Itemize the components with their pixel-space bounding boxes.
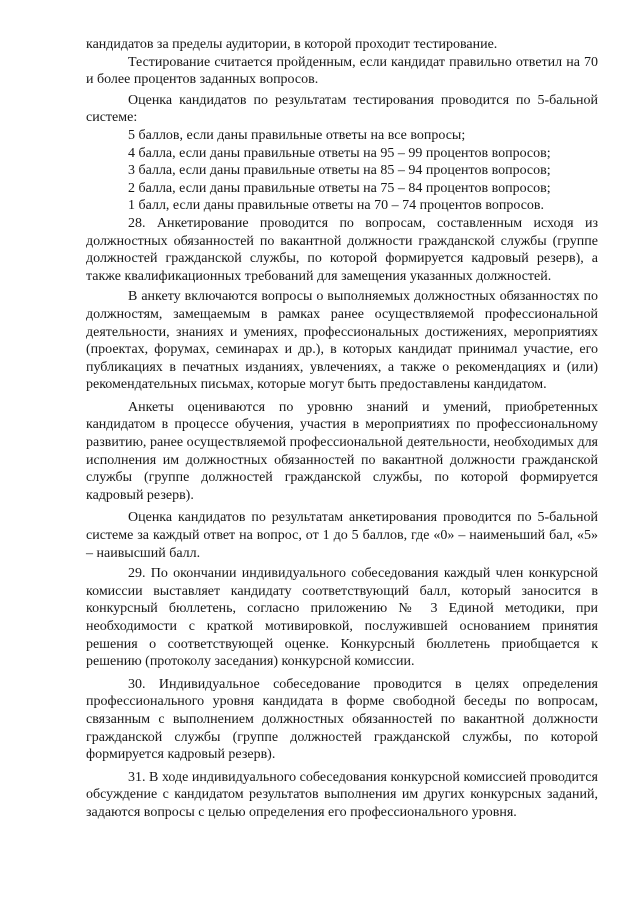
grade-1: 1 балл, если даны правильные ответы на 70 – 74 процентов вопросов. [128,198,545,214]
paragraph-30: 30. Индивидуальное собеседование проводится в целях определения профессионального уровня кандидата в форме свободной беседы по вопросам, связанным с выполнением должностных обязанностей по вакантной должности гражданской службы (группе должностей гражданской службы, по которой формируется кадровый резерв). [86,676,598,763]
grade-2: 2 балла, если даны правильные ответы на 75 – 84 процентов вопросов; [128,180,551,196]
paragraph-test-grading: Оценка кандидатов по результатам тестирования проводится по 5-бальной системе: [86,92,598,126]
grade-3: 3 балла, если даны правильные ответы на 85 – 94 процентов вопросов; [128,163,551,179]
paragraph-29: 29. По окончании индивидуального собеседования каждый член конкурсной комиссии выставляет кандидату соответствующий балл, который заносится в конкурсный бюллетень, согласно приложению № 3 Единой методики, при необходимости с краткой мотивировкой, послужившей основанием принятия решения о соответствующей оценке. Конкурсный бюллетень приобщается к решению (протоколу заседания) конкурсной комиссии. [86,566,598,670]
paragraph-questionnaire-content: В анкету включаются вопросы о выполняемых должностных обязанностях по должностям, замещаемым в рамках ранее осуществляемой профессиональной деятельности, знаниях и умениях, профессиональных достижениях, мероприятиях (проектах, форумах, семинарах и др.), в которых кандидат принимал участие, его публикациях в печатных изданиях, увлечениях, а также о рекомендациях и (или) рекомендательных письмах, которые могут быть предоставлены кандидатом. [86,289,598,393]
grade-4: 4 балла, если даны правильные ответы на 95 – 99 процентов вопросов; [128,145,551,161]
paragraph-questionnaire-grading: Оценка кандидатов по результатам анкетирования проводится по 5-бальной системе за каждый ответ на вопрос, от 1 до 5 баллов, где «0» – наименьший бал, «5» – наивысший балл. [86,510,598,561]
paragraph-28: 28. Анкетирование проводится по вопросам, составленным исходя из должностных обязанностей по вакантной должности гражданской службы (группе должностей гражданской службы, по которой формируется кадровый резерв), а также квалификационных требований для замещения указанных должностей. [86,215,598,284]
paragraph-continuation: кандидатов за пределы аудитории, в которой проходит тестирование. [86,37,498,52]
paragraph-31: 31. В ходе индивидуального собеседования конкурсной комиссией проводится обсуждение с кандидатом результатов выполнения им других конкурсных заданий, задаются вопросы с целью определения его профессионального уровня. [86,769,598,820]
paragraph-test-pass: Тестирование считается пройденным, если кандидат правильно ответил на 70 и более процентов заданных вопросов. [86,54,598,88]
document-body [86,36,598,822]
paragraph-questionnaire-evaluation: Анкеты оцениваются по уровню знаний и умений, приобретенных кандидатом в процессе обучения, участия в мероприятиях по профессиональному развитию, ранее осуществляемой профессиональной деятельности, необходимых для исполнения им должностных обязанностей по вакантной должности гражданской службы (группе должностей гражданской службы, по которой формируется кадровый резерв). [86,399,598,503]
grade-5: 5 баллов, если даны правильные ответы на все вопросы; [128,127,466,143]
